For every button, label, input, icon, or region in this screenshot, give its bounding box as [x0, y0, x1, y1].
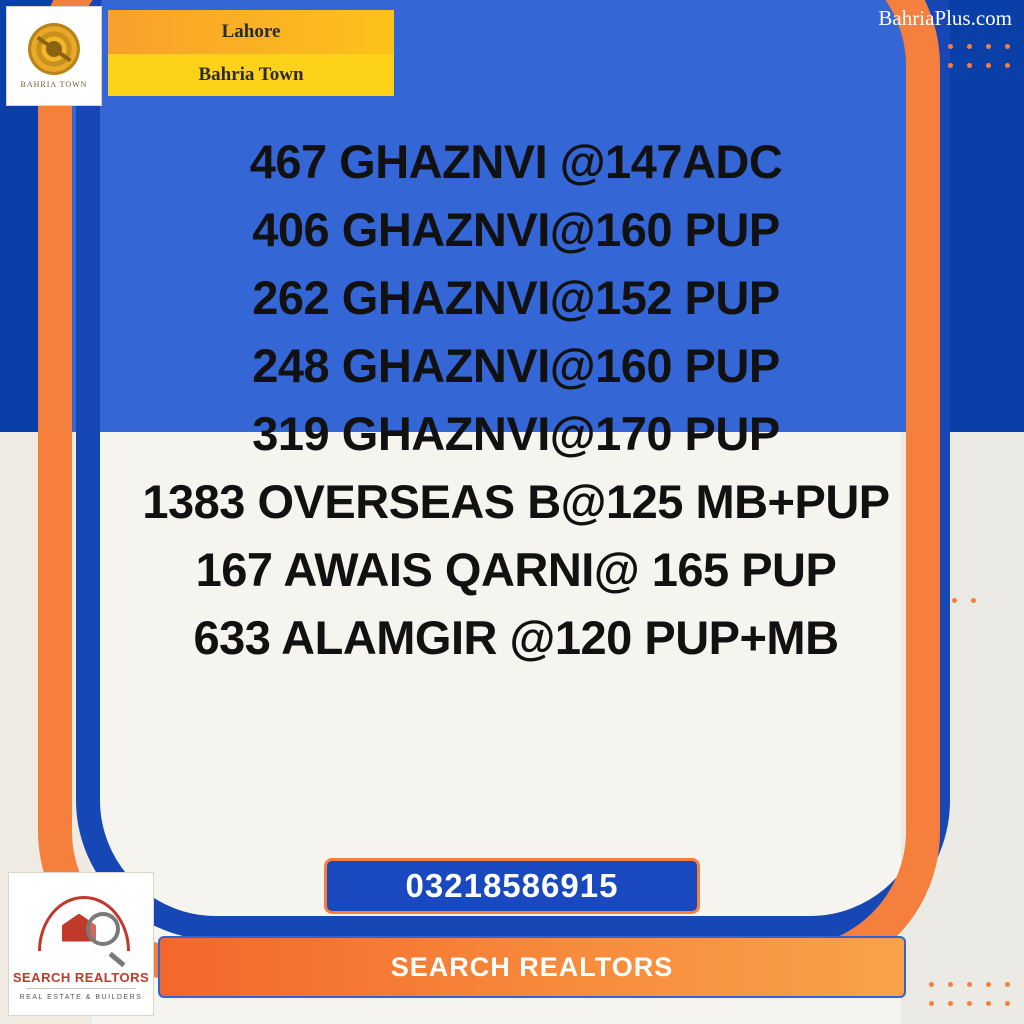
developer-logo-caption: BAHRIA TOWN	[20, 80, 88, 89]
listing-line: 167 AWAIS QARNI@ 165 PUP	[195, 543, 837, 596]
agency-tagline: REAL ESTATE & BUILDERS	[19, 993, 143, 1001]
listing-line: 248 GHAZNVI@160 PUP	[252, 339, 780, 392]
footer-bar[interactable]	[158, 936, 906, 998]
listing-line: 319 GHAZNVI@170 PUP	[252, 407, 780, 460]
agency-name: SEARCH REALTORS	[12, 969, 150, 985]
city-tag	[108, 10, 394, 54]
site-name: BahriaPlus.com	[878, 6, 1012, 30]
dot-grid-middle-right	[952, 598, 976, 603]
listing-line: 1383 OVERSEAS B@125 MB+PUP	[142, 475, 890, 528]
developer-logo-card	[6, 6, 102, 106]
bahria-town-emblem-icon	[28, 23, 80, 75]
search-realtors-logo-icon	[38, 892, 124, 968]
listing-line: 467 GHAZNVI @147ADC	[249, 135, 783, 188]
phone-number-label: 03218586915	[405, 867, 619, 904]
city-tag-label: Lahore	[221, 21, 281, 42]
listing-line: 406 GHAZNVI@160 PUP	[252, 203, 780, 256]
listings-block	[96, 128, 936, 672]
agency-divider	[26, 988, 136, 989]
agency-logo-card	[8, 872, 154, 1016]
dot-grid-top-right	[948, 44, 1010, 68]
phone-number-badge[interactable]	[324, 858, 700, 914]
footer-bar-label: SEARCH REALTORS	[390, 951, 674, 982]
society-tag-label: Bahria Town	[198, 64, 304, 85]
listing-line: 633 ALAMGIR @120 PUP+MB	[193, 611, 839, 664]
society-tag	[108, 54, 394, 96]
listing-line: 262 GHAZNVI@152 PUP	[252, 271, 780, 324]
dot-grid-bottom-right	[929, 982, 1010, 1006]
